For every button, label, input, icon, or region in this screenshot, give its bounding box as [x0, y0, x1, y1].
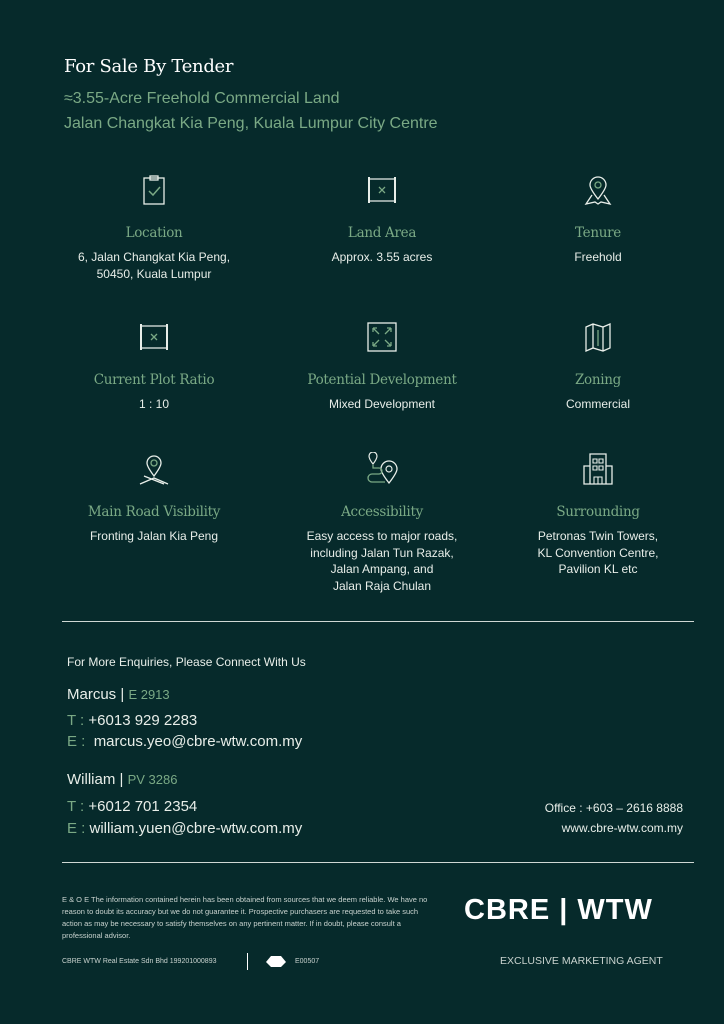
feature-label: Zoning: [574, 372, 622, 388]
license-number: E00507: [295, 958, 320, 965]
agent-name-text: William: [67, 771, 116, 788]
email-label: E :: [67, 820, 86, 837]
office-phone[interactable]: Office : +603 – 2616 8888: [544, 801, 683, 815]
phone-number[interactable]: +6013 929 2283: [88, 712, 198, 729]
license-badge-icon: [265, 955, 287, 973]
agent-email[interactable]: [67, 733, 302, 750]
feature-value: Freehold: [574, 250, 622, 264]
separator: |: [119, 771, 124, 788]
company-registration: CBRE WTW Real Estate Sdn Bhd 199201000893: [62, 958, 217, 965]
agent-email[interactable]: [67, 820, 302, 837]
expand-arrows-icon: [365, 320, 399, 354]
feature-value: Fronting Jalan Kia Peng: [89, 529, 219, 543]
phone-number[interactable]: +6012 701 2354: [88, 798, 198, 815]
feature-tenure: [488, 173, 708, 266]
road-pin-icon: [137, 452, 171, 486]
agent-credential: E 2913: [128, 687, 170, 702]
enquiry-heading: For More Enquiries, Please Connect With Us: [67, 655, 306, 669]
feature-main-road-visibility: [44, 452, 264, 545]
divider: [62, 862, 694, 863]
phone-label: T :: [67, 712, 85, 729]
feature-value: Approx. 3.55 acres: [331, 250, 433, 264]
disclaimer: E & O E The information contained herein has been obtained from sources that we deem reliable. We have no reason to doubt its accuracy but we do not guarantee it. Prospective purchasers are requested to take such action as may be necessary to satisfy themselves on any pertinent matter. If in doubt, please consult a professional advisor.: [62, 895, 428, 940]
page-title: For Sale By Tender: [64, 56, 234, 77]
feature-label: Tenure: [575, 225, 621, 241]
feature-value: Petronas Twin Towers, KL Convention Centre, Pavilion KL etc: [537, 529, 659, 576]
feature-zoning: [488, 320, 708, 413]
folded-map-icon: [581, 320, 615, 354]
divider: [62, 621, 694, 622]
feature-value: 1 : 10: [138, 397, 170, 411]
subtitle-location: Jalan Changkat Kia Peng, Kuala Lumpur City Centre: [64, 115, 438, 132]
phone-label: T :: [67, 798, 85, 815]
feature-label: Land Area: [347, 225, 417, 241]
agent-credential: PV 3286: [127, 772, 178, 787]
separator: |: [120, 686, 125, 703]
clipboard-check-icon: [137, 173, 171, 207]
feature-location: [44, 173, 264, 282]
feature-label: Potential Development: [307, 372, 457, 388]
feature-potential-development: [272, 320, 492, 413]
divider: [247, 953, 248, 970]
email-label: E :: [67, 733, 86, 750]
feature-surrounding: [488, 452, 708, 578]
feature-land-area: [272, 173, 492, 266]
email-address[interactable]: marcus.yeo@cbre-wtw.com.my: [93, 733, 303, 750]
feature-value: Mixed Development: [328, 397, 436, 411]
subtitle-property: ≈3.55-Acre Freehold Commercial Land: [64, 90, 340, 107]
feature-label: Accessibility: [341, 504, 423, 520]
feature-label: Main Road Visibility: [87, 504, 221, 520]
exclusive-agent-tag: EXCLUSIVE MARKETING AGENT: [500, 955, 663, 967]
building-icon: [581, 452, 615, 486]
agent-phone[interactable]: [67, 798, 197, 815]
website-link[interactable]: www.cbre-wtw.com.my: [561, 821, 683, 835]
feature-value: Commercial: [565, 397, 630, 411]
feature-current-plot-ratio: [44, 320, 264, 413]
cbre-wtw-logo: CBRE | WTW: [464, 894, 653, 926]
agent-phone[interactable]: [67, 712, 197, 729]
feature-accessibility: [272, 452, 492, 594]
agent-name: [67, 686, 170, 703]
feature-label: Current Plot Ratio: [93, 372, 215, 388]
feature-value: 6, Jalan Changkat Kia Peng, 50450, Kuala Lumpur: [77, 250, 231, 281]
feature-label: Surrounding: [556, 504, 640, 520]
agent-name: [67, 771, 177, 788]
email-address[interactable]: william.yuen@cbre-wtw.com.my: [89, 820, 303, 837]
map-pin-icon: [581, 173, 615, 207]
map-scroll-icon: [365, 173, 399, 207]
map-scroll-icon: [137, 320, 171, 354]
feature-label: Location: [125, 225, 183, 241]
agent-name-text: Marcus: [67, 686, 117, 703]
route-icon: [365, 452, 399, 486]
feature-value: Easy access to major roads, including Jalan Tun Razak, Jalan Ampang, and Jalan Raja Chulan: [306, 529, 458, 593]
